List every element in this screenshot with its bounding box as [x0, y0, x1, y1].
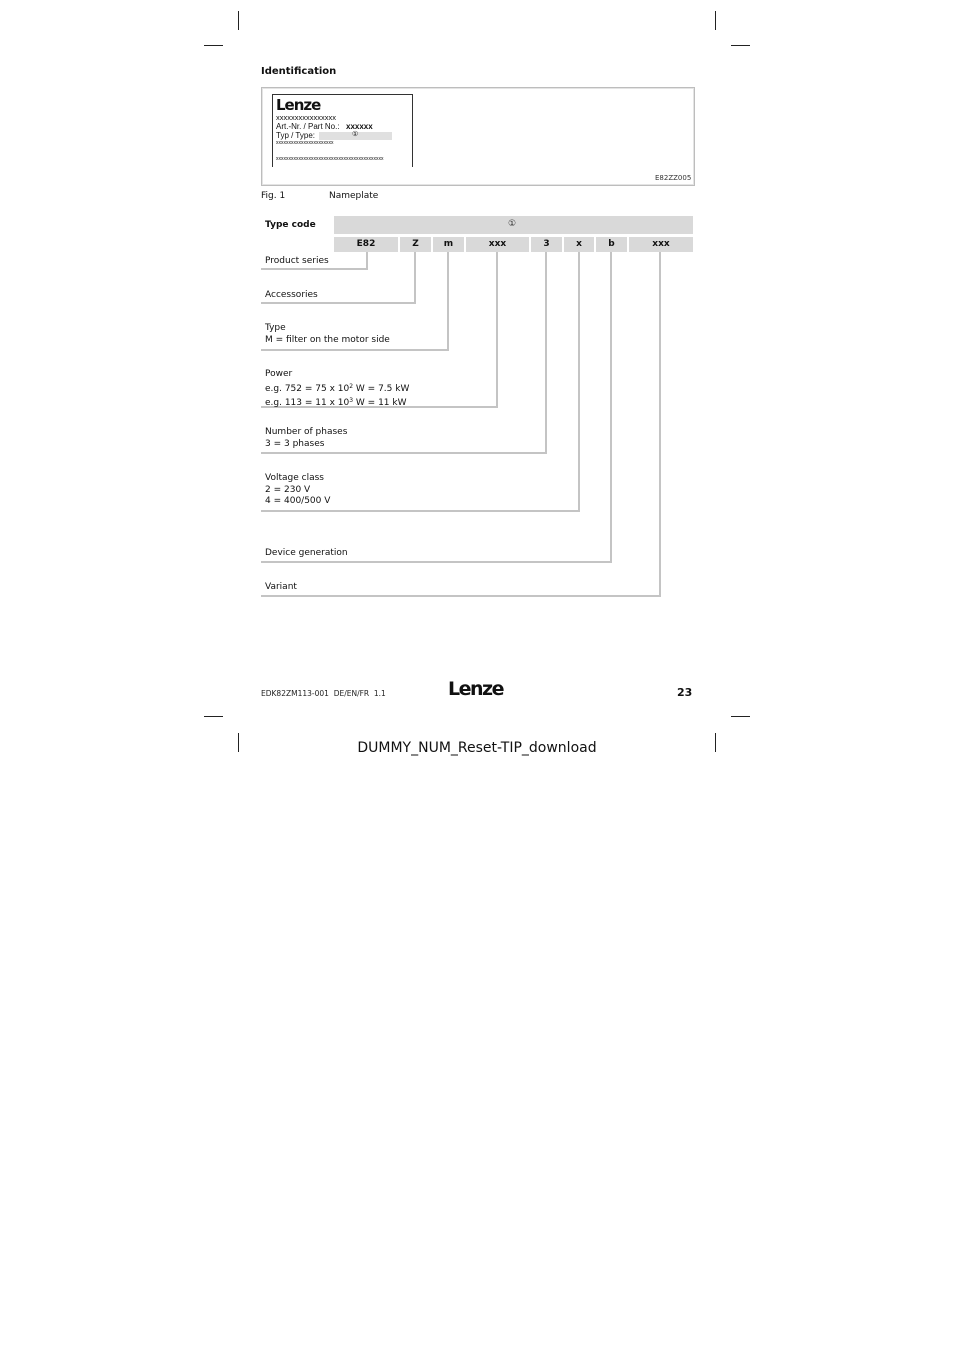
label-line: Power — [265, 369, 293, 379]
nameplate-type-marker: ① — [352, 131, 359, 138]
label-line: Variant — [265, 582, 297, 592]
connector-line — [659, 252, 661, 596]
crop-mark — [238, 11, 239, 30]
type-code-title: Type code — [265, 220, 316, 230]
footer-logo: Lenze — [448, 678, 503, 700]
label-variant — [265, 582, 297, 594]
label-product-series — [265, 256, 329, 268]
label-line: 2 = 230 V — [265, 484, 311, 495]
power-example-1: e.g. 752 = 75 x 10 — [265, 383, 350, 394]
nameplate-part-value: xxxxxx — [346, 122, 373, 131]
power-example-2-result: W = 11 kW — [353, 398, 407, 408]
connector-line — [610, 252, 612, 562]
type-code-segment: b — [596, 237, 627, 252]
type-code-segment: xxx — [466, 237, 529, 252]
label-line: Accessories — [265, 290, 318, 300]
bottom-text: DUMMY_NUM_Reset-TIP_download — [357, 740, 597, 756]
label-line: Type — [265, 323, 286, 333]
label-line: Device generation — [265, 548, 348, 558]
crop-mark — [715, 11, 716, 30]
connector-line — [261, 561, 612, 563]
connector-line — [496, 252, 498, 407]
nameplate-small-line: xxxxxxxxxxxxxxxxxxxxxxxxxxxxxxxxxxxxxxxxxxx — [276, 156, 384, 162]
connector-line — [261, 268, 368, 270]
label-phases — [265, 427, 347, 450]
connector-line — [545, 252, 547, 453]
label-line: Voltage class — [265, 473, 324, 483]
power-example-1-result: W = 7.5 kW — [353, 383, 410, 394]
nameplate-type-label: Typ / Type: — [276, 131, 315, 140]
label-line — [265, 381, 409, 396]
nameplate-part-label: Art.-Nr. / Part No.: — [276, 122, 340, 131]
type-code-marker: ① — [508, 219, 517, 229]
power-example-2: e.g. 113 = 11 x 10 — [265, 398, 350, 408]
power-exponent-2: 3 — [349, 397, 354, 404]
nameplate-small-line: xxxxxxxxxxxxxxxxxxxxxxx — [276, 140, 334, 146]
figure-code: E82ZZ005 — [655, 174, 692, 182]
figure-number: Fig. 1 — [261, 191, 286, 201]
crop-mark — [731, 45, 750, 46]
connector-line — [366, 252, 368, 269]
label-accessories — [265, 290, 318, 302]
type-code-segment: x — [564, 237, 594, 252]
page-number: 23 — [677, 686, 693, 699]
nameplate-serial: xxxxxxxxxxxxxxxx — [276, 113, 336, 122]
crop-mark — [731, 716, 750, 717]
crop-mark — [204, 716, 223, 717]
connector-line — [261, 349, 449, 351]
connector-line — [261, 510, 580, 512]
label-line — [265, 395, 409, 410]
type-code-segment: xxx — [629, 237, 693, 252]
label-device-generation — [265, 548, 348, 560]
type-code-segment: Z — [400, 237, 431, 252]
label-power — [265, 369, 409, 410]
power-exponent-1: 2 — [349, 382, 354, 390]
label-line: Number of phases — [265, 427, 348, 437]
type-code-segment: 3 — [531, 237, 562, 252]
crop-mark — [204, 45, 223, 46]
connector-line — [261, 452, 547, 454]
nameplate-logo: Lenze — [276, 96, 321, 114]
figure-caption: Nameplate — [329, 191, 379, 201]
connector-line — [261, 595, 661, 597]
label-line: 4 = 400/500 V — [265, 496, 331, 506]
type-code-segment: E82 — [334, 237, 398, 252]
label-voltage-class — [265, 473, 330, 508]
type-code-segment: m — [433, 237, 464, 252]
connector-line — [578, 252, 580, 511]
label-line: 3 = 3 phases — [265, 438, 325, 449]
section-title: Identification — [261, 66, 337, 77]
label-line: M = filter on the motor side — [265, 334, 390, 345]
connector-line — [414, 252, 416, 303]
label-type — [265, 323, 390, 346]
footer-doc-id: EDK82ZM113-001 DE/EN/FR 1.1 — [261, 689, 386, 698]
connector-line — [447, 252, 449, 350]
label-line: Product series — [265, 256, 329, 266]
connector-line — [261, 302, 416, 304]
